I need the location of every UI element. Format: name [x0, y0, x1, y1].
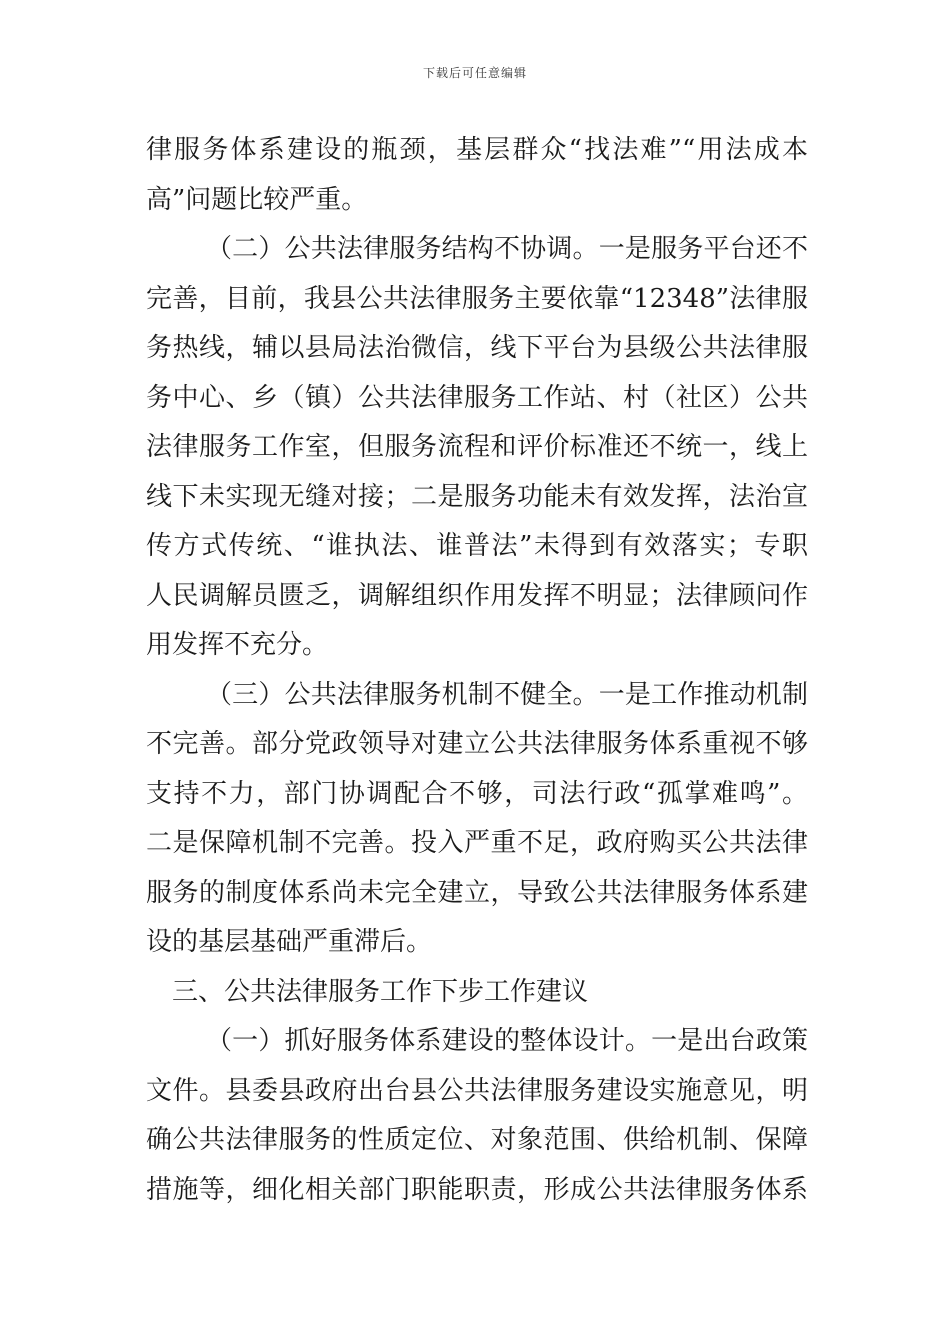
paragraph-line: 二是保障机制不完善。投入严重不足，政府购买公共法律 [146, 828, 808, 858]
paragraph-line: 务中心、乡（镇）公共法律服务工作站、村（社区）公共 [146, 382, 808, 413]
paragraph-line: 服务的制度体系尚未完全建立，导致公共法律服务体系建 [146, 877, 808, 908]
paragraph-line: （三）公共法律服务机制不健全。一是工作推动机制 [206, 679, 808, 710]
paragraph-line: 高”问题比较严重。 [146, 184, 368, 215]
paragraph-line: 不完善。部分党政领导对建立公共法律服务体系重视不够 [146, 729, 808, 759]
page-header-note: 下载后可任意编辑 [422, 66, 527, 80]
paragraph-line: 措施等，细化相关部门职能职责，形成公共法律服务体系 [146, 1174, 808, 1205]
paragraph-line: 完善，目前，我县公共法律服务主要依靠“12348”法律服 [146, 283, 808, 314]
paragraph-line: 线下未实现无缝对接；二是服务功能未有效发挥，法治宣 [146, 481, 808, 512]
paragraph-line: （二）公共法律服务结构不协调。一是服务平台还不 [206, 234, 808, 264]
paragraph-line: 用发挥不充分。 [146, 630, 329, 660]
document-body [146, 126, 808, 1215]
paragraph-line: 人民调解员匮乏，调解组织作用发挥不明显；法律顾问作 [146, 580, 808, 611]
paragraph-line: 文件。县委县政府出台县公共法律服务建设实施意见，明 [146, 1075, 808, 1106]
paragraph-line: 务热线，辅以县局法治微信，线下平台为县级公共法律服 [146, 333, 808, 363]
paragraph-line: 确公共法律服务的性质定位、对象范围、供给机制、保障 [146, 1125, 808, 1155]
paragraph-line: 传方式传统、“谁执法、谁普法”未得到有效落实；专职 [146, 531, 808, 561]
section-heading: 三、公共法律服务工作下步工作建议 [172, 976, 589, 1007]
paragraph-line: 支持不力，部门协调配合不够，司法行政“孤掌难鸣”。 [146, 778, 808, 809]
paragraph-line: 法律服务工作室，但服务流程和评价标准还不统一，线上 [146, 432, 808, 462]
paragraph-line: 设的基层基础严重滞后。 [146, 927, 433, 957]
paragraph-line: 律服务体系建设的瓶颈，基层群众“找法难”“用法成本 [146, 135, 808, 165]
paragraph-line: （一）抓好服务体系建设的整体设计。一是出台政策 [206, 1026, 808, 1056]
